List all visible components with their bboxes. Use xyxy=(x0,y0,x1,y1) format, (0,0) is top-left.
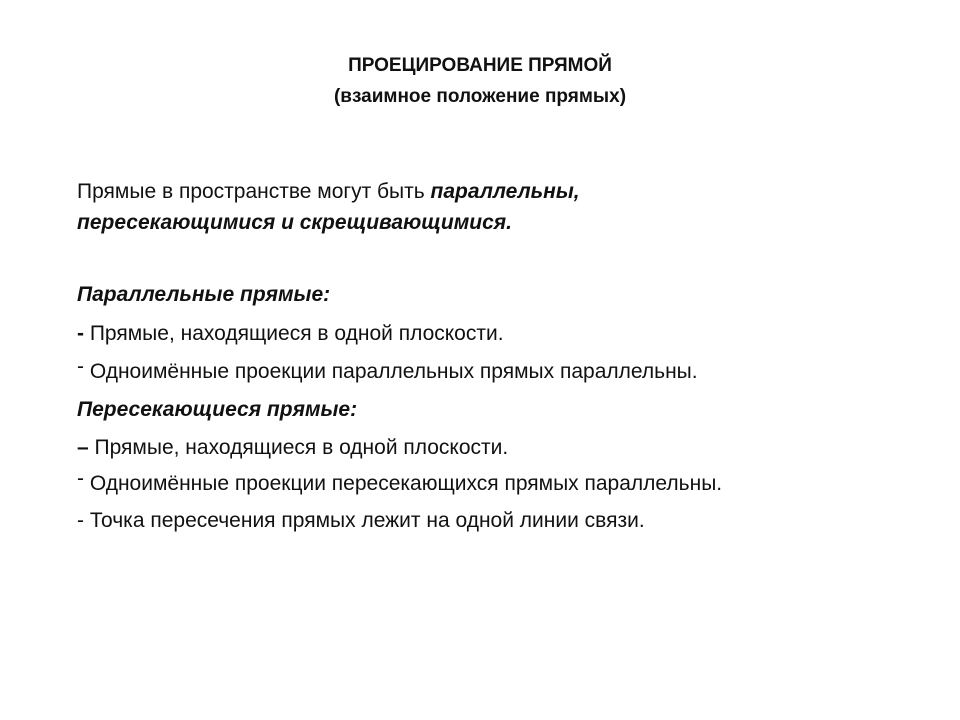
intersecting-item-2 xyxy=(77,467,723,496)
item-text: Точка пересечения прямых лежит на одной линии связи. xyxy=(84,509,645,532)
item-text: Одноимённые проекции пересекающихся прямых параллельны. xyxy=(84,472,723,495)
intro-emphasis-parallel: параллельны, xyxy=(430,180,580,203)
bullet-dash: - xyxy=(77,509,84,532)
bullet-dash: - xyxy=(77,467,84,490)
intersecting-item-3 xyxy=(77,509,645,533)
intro-paragraph xyxy=(77,176,917,238)
bullet-dash: – xyxy=(77,436,89,459)
intro-emphasis-intersecting: пересекающимися и скрещивающимися. xyxy=(77,211,512,234)
item-text: Прямые, находящиеся в одной плоскости. xyxy=(88,436,509,459)
bullet-dash: - xyxy=(77,322,84,345)
intersecting-item-1 xyxy=(77,436,508,460)
item-text: Одноимённые проекции параллельных прямых параллельны. xyxy=(84,360,698,383)
title-main: ПРОЕЦИРОВАНИЕ ПРЯМОЙ xyxy=(348,55,612,76)
bullet-dash: - xyxy=(77,355,84,378)
item-text: Прямые, находящиеся в одной плоскости. xyxy=(84,322,504,345)
slide-title xyxy=(0,50,960,112)
intro-text: Прямые в пространстве могут быть xyxy=(77,180,431,203)
intersecting-heading: Пересекающиеся прямые: xyxy=(77,398,358,421)
parallel-heading: Параллельные прямые: xyxy=(77,283,331,306)
parallel-item-1 xyxy=(77,322,504,346)
parallel-item-2 xyxy=(77,355,698,384)
title-subtitle: (взаимное положение прямых) xyxy=(333,86,627,107)
